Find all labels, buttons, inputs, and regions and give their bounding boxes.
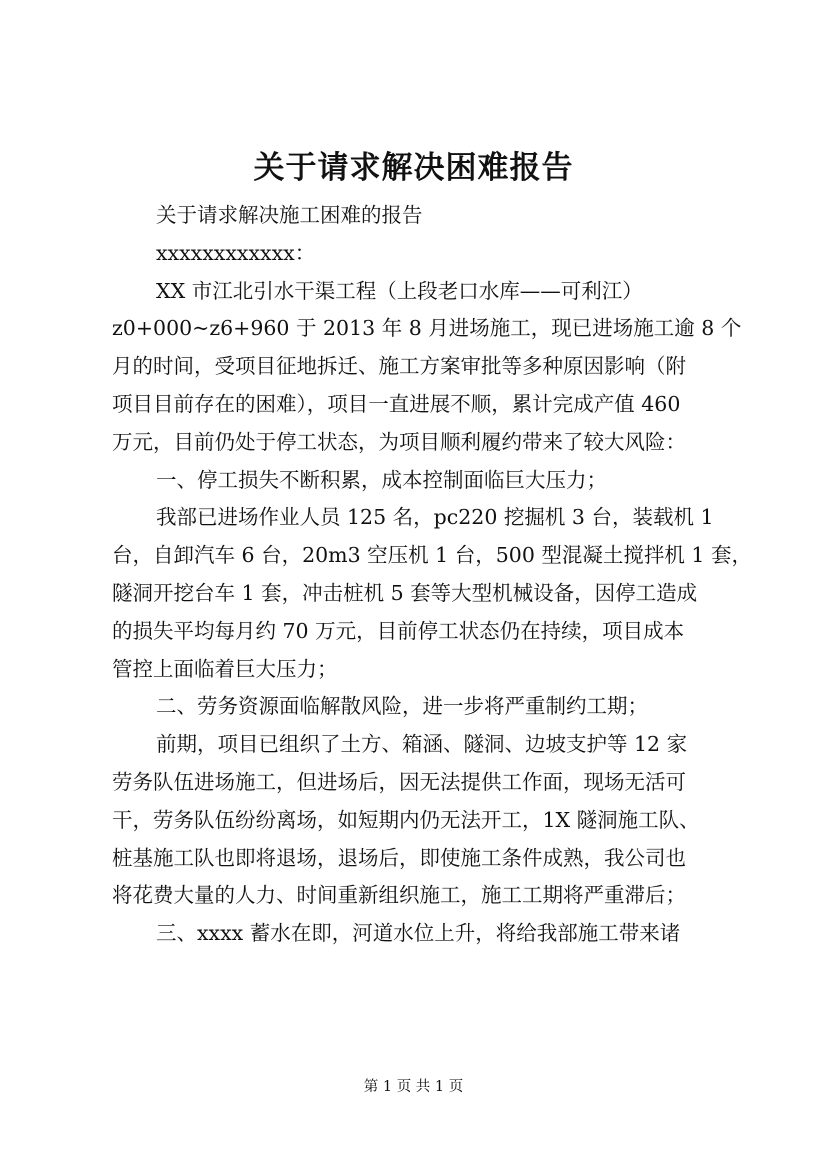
paragraph-line: 隧洞开挖台车 1 套，冲击桩机 5 套等大型机械设备，因停工造成	[112, 580, 698, 605]
paragraph-line: 劳务队伍进场施工，但进场后，因无法提供工作面，现场无活可	[112, 769, 686, 794]
paragraph-line: 管控上面临着巨大压力；	[112, 656, 338, 681]
document-title: 关于请求解决困难报告	[253, 150, 574, 186]
paragraph-line: 前期，项目已组织了土方、箱涵、隧洞、边坡支护等 12 家	[156, 732, 688, 757]
paragraph-line: 我部已进场作业人员 125 名，pc220 挖掘机 3 台，装载机 1	[156, 505, 714, 530]
paragraph-line: 将花费大量的人力、时间重新组织施工，施工工期将严重滞后；	[112, 883, 686, 908]
paragraph-line: 台，自卸汽车 6 台，20m3 空压机 1 台，500 型混凝土搅拌机 1 套，	[112, 543, 752, 568]
subtitle-line: 关于请求解决施工困难的报告	[156, 203, 423, 227]
paragraph-line: 项目目前存在的困难），项目一直进展不顺，累计完成产值 460	[112, 391, 681, 416]
section-heading: 二、劳务资源面临解散风险，进一步将严重制约工期；	[156, 694, 648, 719]
paragraph-line: 干，劳务队伍纷纷离场，如短期内仍无法开工，1X 隧洞施工队、	[112, 807, 700, 832]
page-footer: 第 1 页 共 1 页	[363, 1079, 464, 1095]
paragraph-line: z0+000~z6+960 于 2013 年 8 月进场施工，现已进场施工逾 8 个	[112, 316, 742, 341]
paragraph-line: 桩基施工队也即将退场，退场后，即使施工条件成熟，我公司也	[112, 845, 686, 870]
section-heading: 三、xxxx 蓄水在即，河道水位上升，将给我部施工带来诸	[156, 921, 681, 946]
paragraph-line: 月的时间，受项目征地拆迁、施工方案审批等多种原因影响（附	[112, 354, 686, 379]
document-body	[112, 197, 752, 953]
addressee-line: xxxxxxxxxxxx：	[156, 240, 316, 265]
paragraph-line: XX 市江北引水干渠工程（上段老口水库——可利江）	[156, 278, 643, 303]
paragraph-line: 的损失平均每月约 70 万元，目前停工状态仍在持续，项目成本	[112, 618, 685, 643]
section-heading: 一、停工损失不断积累，成本控制面临巨大压力；	[156, 467, 607, 492]
paragraph-line: 万元，目前仍处于停工状态，为项目顺利履约带来了较大风险：	[112, 429, 686, 454]
